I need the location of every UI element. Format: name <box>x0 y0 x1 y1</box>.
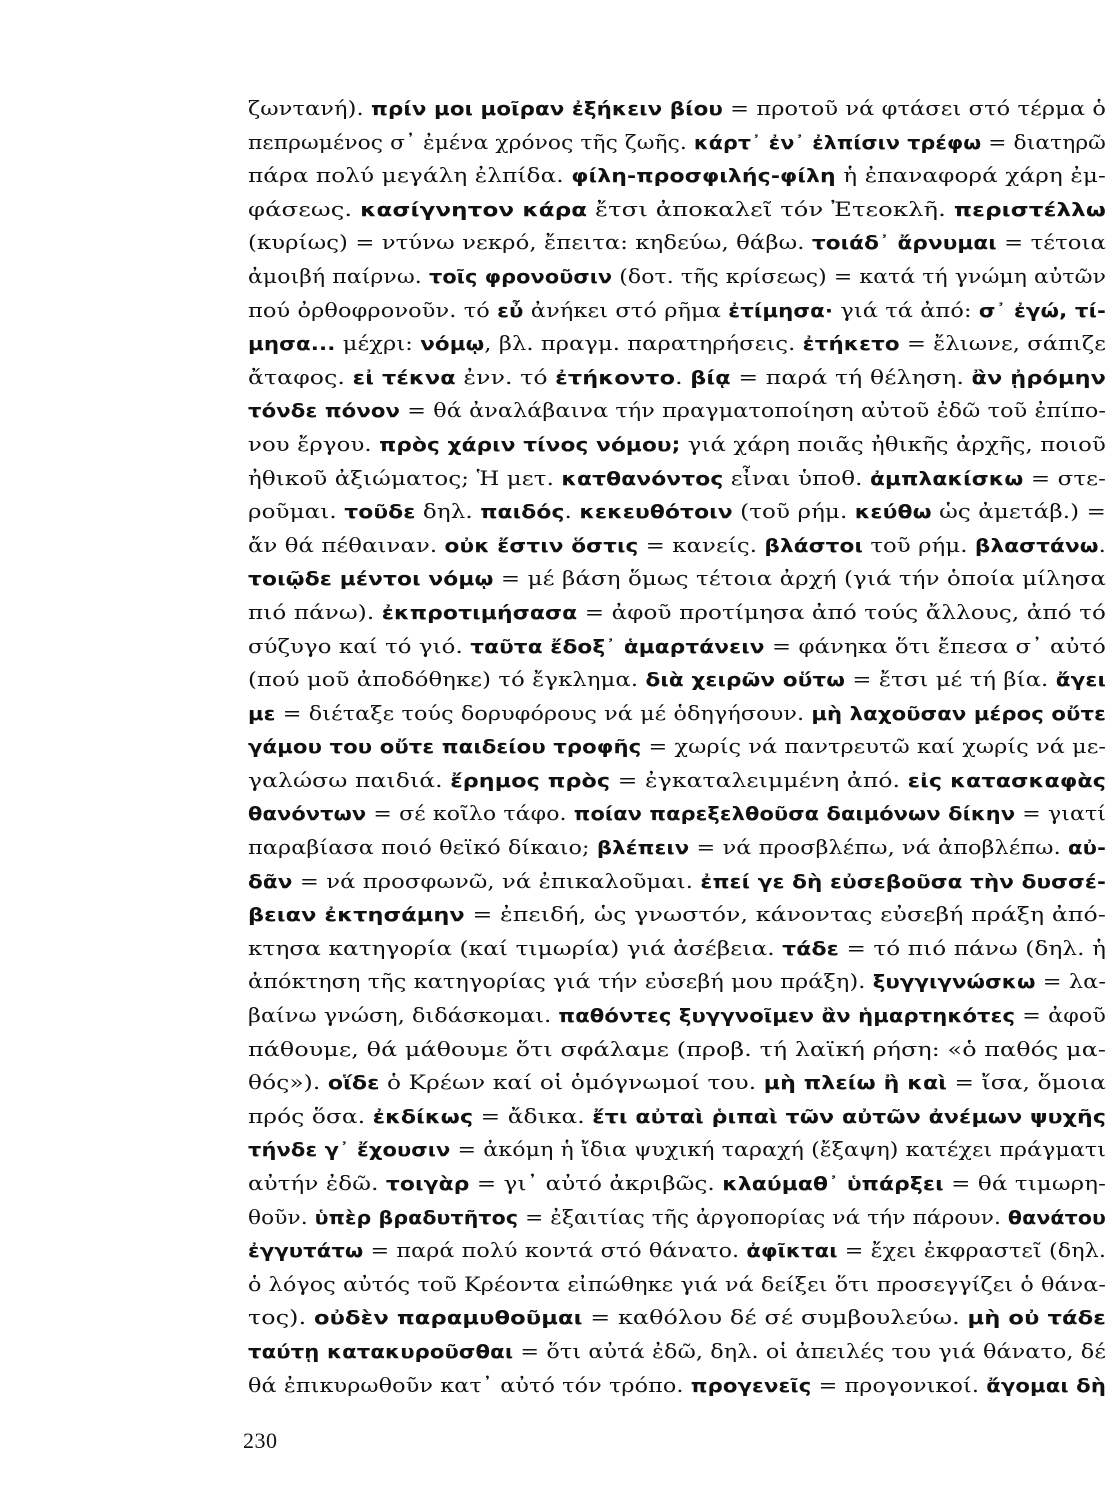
text-line-content <box>248 226 1106 260</box>
gloss-text: = παρά πολύ κοντά στό θάνατο. <box>363 1238 747 1263</box>
greek-lemma: παιδός <box>480 501 565 524</box>
greek-lemma: θανόντων <box>248 803 367 826</box>
gloss-text: = ἐξαιτίας τῆς ἀργοπορίας νά τήν πάρουν. <box>518 1204 1008 1229</box>
gloss-text: = κανείς. <box>638 532 765 557</box>
text-line-content <box>248 1234 1106 1268</box>
gloss-text: = προγονικοί. <box>811 1372 987 1397</box>
gloss-text: (κυρίως) = ντύνω νεκρό, ἔπειτα: κηδεύω, θάβω. <box>248 230 812 255</box>
gloss-text: = θά τιμωρη- <box>943 1171 1106 1195</box>
gloss-text: γιά χάρη ποιᾶς ἠθικῆς ἀρχῆς, ποιοῦ <box>680 431 1106 456</box>
greek-lemma: αὐ- <box>1067 837 1106 860</box>
gloss-text: ροῦμαι. <box>248 499 345 524</box>
greek-lemma: τάδε <box>782 937 840 960</box>
text-line-content <box>248 797 1106 831</box>
greek-lemma: φίλη-προσφιλής-φίλη <box>571 165 836 188</box>
text-line-content <box>248 260 1106 294</box>
greek-lemma: κασίγνητον κάρα <box>360 198 588 221</box>
text-line <box>248 831 1106 865</box>
greek-lemma: νόμῳ <box>420 333 485 356</box>
text-line-content <box>248 428 1106 462</box>
greek-lemma: ἐκδίκως <box>372 1105 474 1128</box>
text-line-content <box>248 1268 1106 1302</box>
greek-lemma: διὰ χειρῶν οὕτω <box>645 669 846 692</box>
gloss-text: = θά ἀναλάβαινα τήν πραγματοποίηση αὐτοῦ ἐδῶ τοῦ ἐπίπο- <box>400 398 1106 423</box>
greek-lemma: ἐτήκετο <box>802 333 900 356</box>
gloss-text: ἔτσι ἀποκαλεῖ τόν Ἐτεοκλῆ. <box>587 196 954 221</box>
greek-lemma: βλάστοι <box>764 534 864 557</box>
gloss-text: = τό πιό πάνω (δηλ. ἡ <box>839 935 1106 960</box>
greek-lemma: οὐκ ἔστιν ὅστις <box>444 534 639 557</box>
gloss-text: νου ἔργου. <box>248 431 380 456</box>
gloss-text: αὐτήν ἐδῶ. <box>248 1171 386 1195</box>
greek-lemma: θανάτου <box>1007 1206 1106 1229</box>
gloss-text: εἶναι ὑποθ. <box>723 465 870 490</box>
text-line <box>248 865 1106 899</box>
gloss-text: (πού μοῦ ἀποδόθηκε) τό ἔγκλημα. <box>248 667 646 692</box>
gloss-text: ζωντανή). <box>248 96 372 120</box>
greek-lemma: μὴ πλείω ἢ καὶ <box>763 1072 947 1095</box>
greek-lemma: βίᾳ <box>690 366 731 389</box>
text-line-content <box>248 898 1106 932</box>
text-line-content <box>248 159 1106 193</box>
text-line-content <box>248 462 1106 496</box>
gloss-text: = γι᾽ αὐτό ἀκριβῶς. <box>469 1171 723 1195</box>
gloss-text: = ἴσα, ὅμοια <box>946 1070 1106 1095</box>
greek-lemma: ἐτίμησα· <box>728 299 834 322</box>
text-line-content <box>248 562 1106 596</box>
text-line-content <box>248 327 1106 361</box>
text-line <box>248 663 1106 697</box>
gloss-text: θός»). <box>248 1070 328 1095</box>
gloss-text: πάθουμε, θά μάθουμε ὅτι σφάλαμε (προβ. τή λαϊκή ρήση: «ὁ παθός μα- <box>248 1036 1106 1061</box>
gloss-text: = ἄδικα. <box>473 1103 593 1128</box>
text-line-content <box>248 1335 1106 1369</box>
text-line-content <box>248 495 1106 529</box>
gloss-text: ἡ ἐπαναφορά χάρη ἐμ- <box>835 163 1106 188</box>
greek-lemma: τοιῷδε μέντοι νόμῳ <box>248 568 494 591</box>
text-line <box>248 495 1106 529</box>
text-line <box>248 462 1106 496</box>
gloss-text: = ἀφοῦ προτίμησα ἀπό τούς ἄλλους, ἀπό τό <box>577 599 1106 624</box>
greek-lemma: ἐγγυτάτω <box>248 1240 364 1263</box>
gloss-text: ἠθικοῦ ἀξιώματος; Ἡ μετ. <box>248 465 562 490</box>
greek-lemma: ταῦτα ἔδοξ᾽ ἁμαρτάνειν <box>470 635 765 658</box>
gloss-text: ἐνν. τό <box>455 364 556 389</box>
greek-lemma: βειαν ἐκτησάμην <box>248 904 465 927</box>
greek-lemma: τόνδε πόνον <box>248 400 401 423</box>
gloss-text: βαίνω γνώση, διδάσκομαι. <box>248 1003 559 1028</box>
text-line-content <box>248 764 1106 798</box>
text-line-content <box>248 361 1106 395</box>
text-line <box>248 428 1106 462</box>
text-line-content <box>248 596 1106 630</box>
text-line <box>248 562 1106 596</box>
greek-lemma: σ᾽ ἐγώ, τί- <box>978 299 1106 322</box>
gloss-text: μέχρι: <box>335 331 421 356</box>
text-line <box>248 999 1106 1033</box>
text-line <box>248 1100 1106 1134</box>
gloss-text: θά ἐπικυρωθοῦν κατ᾽ αὐτό τόν τρόπο. <box>248 1372 691 1397</box>
greek-lemma: ποίαν παρεξελθοῦσα δαιμόνων δίκην <box>573 803 1016 826</box>
gloss-text: = διέταξε τούς δορυφόρους νά μέ ὁδηγήσουν. <box>275 700 812 725</box>
gloss-text: ὁ λόγος αὐτός τοῦ Κρέοντα εἰπώθηκε γιά νά δείξει ὅτι προσεγγίζει ὁ θάνα- <box>248 1271 1106 1296</box>
gloss-text: = μέ βάση ὅμως τέτοια ἀρχή (γιά τήν ὁποία μίλησα <box>493 566 1106 591</box>
text-line <box>248 630 1106 664</box>
text-line-content <box>248 1201 1106 1235</box>
gloss-text: ὡς ἀμετάβ.) = <box>931 499 1106 524</box>
gloss-text: θοῦν. <box>248 1204 315 1229</box>
gloss-text: = παρά τή θέληση. <box>730 364 972 389</box>
gloss-text: κτησα κατηγορία (καί τιμωρία) γιά ἀσέβεια. <box>248 935 783 960</box>
text-line <box>248 797 1106 831</box>
gloss-text: = ἔτσι μέ τή βία. <box>845 667 1056 692</box>
greek-lemma: ταύτῃ κατακυροῦσθαι <box>248 1340 514 1363</box>
greek-lemma: ὑπὲρ βραδυτῆτος <box>314 1206 519 1229</box>
greek-lemma: πρὸς χάριν τίνος νόμου; <box>379 433 681 456</box>
greek-lemma: τοῦδε <box>344 501 416 524</box>
gloss-text: πιό πάνω). <box>248 599 382 624</box>
text-line <box>248 1369 1106 1403</box>
greek-lemma: παθόντες ξυγγνοῖμεν ἂν ἡμαρτηκότες <box>558 1005 1016 1028</box>
greek-lemma: προγενεῖς <box>690 1374 812 1397</box>
greek-lemma: τοιγὰρ <box>385 1173 470 1195</box>
gloss-text: ὁ Κρέων καί οἱ ὁμόγνωμοί του. <box>379 1070 764 1095</box>
text-line <box>248 730 1106 764</box>
text-line <box>248 226 1106 260</box>
gloss-text: (τοῦ ρήμ. <box>732 499 855 524</box>
greek-lemma: ἐπεί γε δὴ εὐσεβοῦσα τὴν δυσσέ- <box>700 870 1106 893</box>
greek-lemma: ἂν ᾐρόμην <box>971 366 1106 389</box>
gloss-text: ἀνήκει στό ρῆμα <box>523 297 729 322</box>
greek-lemma: πρίν μοι μοῖραν ἐξήκειν βίου <box>371 98 723 120</box>
gloss-text: = ἐγκαταλειμμένη ἀπό. <box>610 767 908 792</box>
text-line <box>248 1133 1106 1167</box>
text-line-content <box>248 1066 1106 1100</box>
text-line <box>248 1268 1106 1302</box>
gloss-text: = ἀφοῦ <box>1015 1003 1106 1028</box>
greek-lemma: μὴ λαχοῦσαν μέρος οὔτε <box>811 702 1106 725</box>
text-line-content <box>248 965 1106 999</box>
text-line-content <box>248 831 1106 865</box>
text-line-content <box>248 126 1106 160</box>
gloss-text: = νά προσβλέπω, νά ἀποβλέπω. <box>689 835 1068 860</box>
gloss-text: σύζυγο καί τό γιό. <box>248 633 471 658</box>
text-line-content <box>248 193 1106 227</box>
text-line <box>248 1201 1106 1235</box>
text-line-content <box>248 999 1106 1033</box>
text-line <box>248 92 1106 126</box>
text-line <box>248 932 1106 966</box>
greek-lemma: βλέπειν <box>596 837 690 860</box>
gloss-text: . <box>564 499 580 524</box>
text-line <box>248 294 1106 328</box>
gloss-text: τος). <box>248 1305 314 1330</box>
gloss-text: = τέτοια <box>996 230 1106 255</box>
gloss-text: = σέ κοῖλο τάφο. <box>366 801 574 826</box>
greek-lemma: μὴ οὐ τάδε <box>967 1307 1106 1330</box>
greek-lemma: εἰς κατασκαφὰς <box>907 769 1106 792</box>
text-line-content <box>248 1133 1106 1167</box>
greek-lemma: γάμου του οὔτε παιδείου τροφῆς <box>248 736 642 759</box>
greek-lemma: περιστέλλω <box>953 198 1106 221</box>
gloss-text: παραβίασα ποιό θεϊκό δίκαιο; <box>248 835 597 860</box>
gloss-text: = στε- <box>1023 465 1106 490</box>
greek-lemma: κλαύμαθ᾽ ὑπάρξει <box>722 1173 944 1195</box>
greek-lemma: τήνδε γ᾽ ἔχουσιν <box>248 1139 451 1162</box>
greek-lemma: τοιάδ᾽ ἄρνυμαι <box>811 232 997 255</box>
commentary-text <box>248 92 1106 1402</box>
greek-lemma: οὐδὲν παραμυθοῦμαι <box>313 1307 583 1330</box>
gloss-text: πεπρωμένος σ᾽ ἐμένα χρόνος τῆς ζωῆς. <box>248 129 694 154</box>
greek-lemma: εὖ <box>497 299 524 322</box>
gloss-text: . <box>675 364 691 389</box>
greek-lemma: ἔτι αὐταὶ ῥιπαὶ τῶν αὐτῶν ἀνέμων ψυχῆς <box>592 1105 1106 1128</box>
gloss-text: = προτοῦ νά φτάσει στό τέρμα ὁ <box>722 96 1106 120</box>
gloss-text: ἀμοιβή παίρνω. <box>248 263 429 288</box>
gloss-text: δηλ. <box>415 499 481 524</box>
gloss-text: πάρα πολύ μεγάλη ἐλπίδα. <box>248 163 572 188</box>
text-line-content <box>248 92 1106 126</box>
greek-lemma: κεύθω <box>854 501 932 524</box>
text-line <box>248 159 1106 193</box>
text-line-content <box>248 730 1106 764</box>
text-line-content <box>248 865 1106 899</box>
greek-lemma: ἀφῖκται <box>746 1240 838 1263</box>
gloss-text: = γιατί <box>1015 801 1106 826</box>
greek-lemma: μησα... <box>248 333 336 356</box>
greek-lemma: βλαστάνω <box>974 534 1099 557</box>
text-line-content <box>248 1301 1106 1335</box>
greek-lemma: ἐτήκοντο <box>555 366 676 389</box>
text-line-content <box>248 529 1106 563</box>
gloss-text: ἄν θά πέθαιναν. <box>248 532 445 557</box>
text-line <box>248 327 1106 361</box>
greek-lemma: ἔρημος πρὸς <box>450 769 611 792</box>
greek-lemma: τοῖς φρονοῦσιν <box>428 265 613 288</box>
gloss-text: πού ὀρθοφρονοῦν. τό <box>248 297 498 322</box>
gloss-text: = ἐπειδή, ὡς γνωστόν, κάνοντας εὐσεβή πράξη ἀπό- <box>464 902 1106 927</box>
text-line-content <box>248 932 1106 966</box>
text-line <box>248 596 1106 630</box>
greek-lemma: δᾶν <box>248 870 293 893</box>
text-line <box>248 1234 1106 1268</box>
greek-lemma: ἄγομαι δὴ <box>986 1374 1106 1397</box>
text-line <box>248 126 1106 160</box>
greek-lemma: ἄγει <box>1055 669 1106 692</box>
text-line-content <box>248 1167 1106 1201</box>
gloss-text: = χωρίς νά παντρευτῶ καί χωρίς νά με- <box>641 734 1106 759</box>
greek-lemma: κατθανόντος <box>561 467 724 490</box>
greek-lemma: οἵδε <box>327 1072 380 1095</box>
text-line-content <box>248 294 1106 328</box>
text-line-content <box>248 1100 1106 1134</box>
gloss-text: ἄταφος. <box>248 364 353 389</box>
text-line-content <box>248 1369 1106 1403</box>
text-line <box>248 193 1106 227</box>
text-line <box>248 965 1106 999</box>
gloss-text: = νά προσφωνῶ, νά ἐπικαλοῦμαι. <box>292 868 701 893</box>
gloss-text: = λα- <box>1035 969 1106 994</box>
greek-lemma: κάρτ᾽ ἐν᾽ ἐλπίσιν τρέφω <box>693 131 982 154</box>
gloss-text: . <box>1098 532 1106 557</box>
gloss-text: ἀπόκτηση τῆς κατηγορίας γιά τήν εὐσεβή μου πράξη). <box>248 969 873 994</box>
greek-lemma: ἀμπλακίσκω <box>869 467 1024 490</box>
gloss-text: = ὅτι αὐτά ἐδῶ, δηλ. οἱ ἀπειλές του γιά θάνατο, δέ <box>513 1338 1106 1363</box>
page-number: 230 <box>243 1428 278 1453</box>
text-line-content <box>248 394 1106 428</box>
text-line-content <box>248 663 1106 697</box>
text-line <box>248 394 1106 428</box>
gloss-text: πρός ὅσα. <box>248 1103 373 1128</box>
text-line <box>248 764 1106 798</box>
text-line <box>248 1335 1106 1369</box>
text-line-content <box>248 630 1106 664</box>
text-line <box>248 361 1106 395</box>
text-line <box>248 898 1106 932</box>
text-line-content <box>248 697 1106 731</box>
gloss-text: τοῦ ρήμ. <box>863 532 975 557</box>
gloss-text: = ἀκόμη ἡ ἴδια ψυχική ταραχή (ἔξαψη) κατέχει πράγματι <box>450 1137 1106 1162</box>
text-line <box>248 1167 1106 1201</box>
greek-lemma: ξυγγιγνώσκω <box>872 971 1036 994</box>
greek-lemma: ἐκπροτιμήσασα <box>381 601 578 624</box>
gloss-text: = ἔχει ἐκφραστεῖ (δηλ. <box>837 1238 1106 1263</box>
gloss-text: = φάνηκα ὅτι ἔπεσα σ᾽ αὐτό <box>764 633 1106 658</box>
gloss-text: = καθόλου δέ σέ συμβουλεύω. <box>582 1305 968 1330</box>
gloss-text: (δοτ. τῆς κρίσεως) = κατά τή γνώμη αὐτῶν <box>612 263 1106 288</box>
text-line <box>248 697 1106 731</box>
text-line <box>248 529 1106 563</box>
gloss-text: , βλ. πραγμ. παρατηρήσεις. <box>484 331 803 356</box>
gloss-text: γαλώσω παιδιά. <box>248 767 451 792</box>
text-line <box>248 1066 1106 1100</box>
text-line-content <box>248 1033 1106 1067</box>
text-line <box>248 1033 1106 1067</box>
gloss-text: = διατηρῶ <box>981 129 1106 154</box>
gloss-text: γιά τά ἀπό: <box>833 297 979 322</box>
gloss-text: φάσεως. <box>248 196 361 221</box>
text-line <box>248 260 1106 294</box>
greek-lemma: με <box>248 702 276 725</box>
gloss-text: = ἔλιωνε, σάπιζε <box>899 331 1106 356</box>
greek-lemma: εἰ τέκνα <box>352 366 456 389</box>
text-line <box>248 1301 1106 1335</box>
greek-lemma: κεκευθότοιν <box>579 501 733 524</box>
